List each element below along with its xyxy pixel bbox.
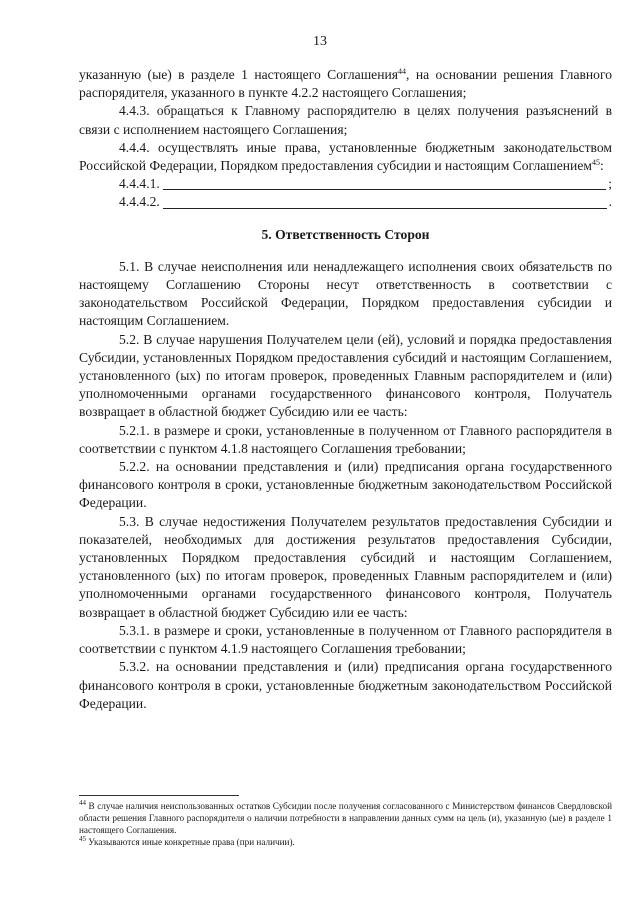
footnote-ref-45[interactable]: 45: [591, 158, 600, 168]
footnote-separator: [79, 795, 239, 796]
page-number: 13: [313, 34, 327, 49]
item-4-4-4-2: [79, 193, 612, 211]
fill-in-line: [163, 195, 607, 209]
paragraph-5-2: 5.2. В случае нарушения Получателем цели (ей), условий и порядка предоставления Субсидии, установленных Порядком предоставления субсидий и настоящим Соглашением, установленного (ых) по итогам проверок, проведенных Главным распорядителем и (или) уполномоченными органами государственного финансового контроля, Получатель возвращает в областной бюджет Субсидию или ее часть:: [79, 331, 612, 420]
item-end-mark: ;: [608, 176, 612, 192]
footnote-44: $^{44}$ В случае наличия неиспользованных остатков Субсидии после получения согласованного с Министерством финансов Свердловской области решения Главного распорядителя о наличии потребности в направлении данных сумм на цель (и), указанную (ые) в разделе 1 настоящего Соглашения.: [79, 799, 612, 835]
paragraph-5-2-2: 5.2.2. на основании представления и (или) предписания органа государственного финансового контроля в сроки, установленные бюджетным законодательством Российской Федерации.: [79, 459, 612, 511]
paragraph-5-3: 5.3. В случае недостижения Получателем результатов предоставления Субсидии и показателей, необходимых для достижения результатов предоставления Субсидии, установленных Порядком предоставления субсидий и настоящим Соглашением, установленного (ых) по итогам проверок, проведенных Главным распорядителем и (или) уполномоченными органами государственного финансового контроля, Получатель возвращает в областной бюджет Субсидию или ее часть:: [79, 513, 612, 620]
paragraph-5-2-1: 5.2.1. в размере и сроки, установленные в полученном от Главного распорядителя в соответствии с пунктом 4.1.8 настоящего Соглашения требовании;: [79, 422, 612, 456]
section-5-heading: 5. Ответственность Сторон: [261, 226, 430, 242]
footnote-mark-45: 45: [79, 835, 86, 843]
paragraph-5-3-2: 5.3.2. на основании представления и (или) предписания органа государственного финансового контроля в сроки, установленные бюджетным законодательством Российской Федерации.: [79, 659, 612, 711]
document-body: [79, 66, 612, 713]
footnote-ref-44[interactable]: 44: [398, 67, 407, 76]
paragraph-4-4-3: 4.4.3. обращаться к Главному распорядителю в целях получения разъяснений в связи с исполнением настоящего Соглашения;: [79, 103, 612, 137]
footnote-mark-44: 44: [79, 799, 86, 807]
item-label: 4.4.4.2.: [119, 194, 160, 210]
item-4-4-4-1: [79, 175, 612, 193]
paragraph-4-4-2-continuation: указанную (ые) в разделе 1 настоящего Соглашения$^{44}$, на основании решения Главного распорядителя, указанного в пункте 4.2.2 настоящего Соглашения;: [79, 67, 613, 101]
paragraph-5-1: 5.1. В случае неисполнения или ненадлежащего исполнения своих обязательств по настоящему Соглашению Стороны несут ответственность в соответствии с законодательством Российской Федерации, Порядком предоставления субсидии и настоящим Соглашением.: [79, 258, 612, 329]
fill-in-line: [163, 176, 606, 190]
footnote-45: $^{45}$ Указываются иные конкретные права (при наличии).: [79, 835, 295, 847]
paragraph-5-3-1: 5.3.1. в размере и сроки, установленные в полученном от Главного распорядителя в соответствии с пунктом 4.1.9 настоящего Соглашения требовании;: [79, 622, 612, 657]
footnotes: [79, 795, 612, 848]
paragraph-4-4-4: 4.4.4. осуществлять иные права, установленные бюджетным законодательством Российской Федерации, Порядком предоставления субсидии и настоящим Соглашением$^{45}$:: [79, 139, 612, 174]
item-label: 4.4.4.1.: [119, 176, 160, 192]
item-end-mark: .: [608, 194, 612, 210]
